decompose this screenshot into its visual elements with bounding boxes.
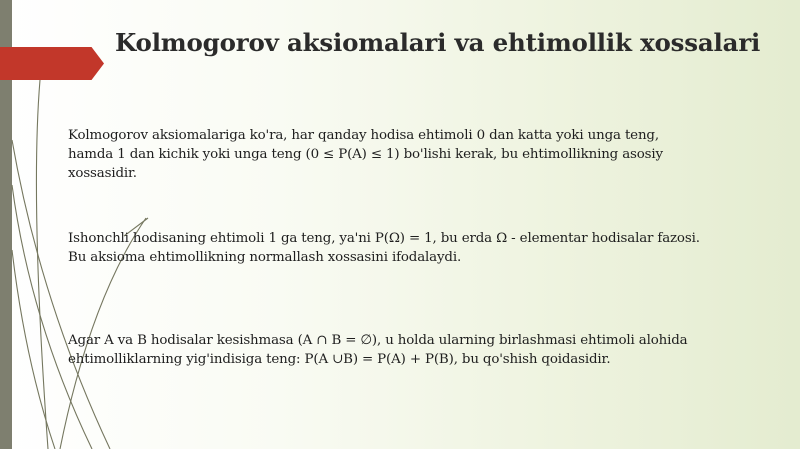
slide-title: Kolmogorov aksiomalari va ehtimollik xossalari [115,28,761,57]
paragraph-line: ehtimolliklarning yig'indisiga teng: P(A ∪B) = P(A) + P(B), bu qo'shish qoidasidir. [68,352,611,367]
paragraph-line: Ishonchli hodisaning ehtimoli 1 ga teng, ya'ni P(Ω) = 1, bu erda Ω - elementar hodisalar fazosi. [68,231,700,246]
paragraph-additivity-axiom [68,331,768,369]
paragraph-positivity-axiom [68,126,768,183]
paragraph-line: xossasidir. [68,166,137,181]
paragraph-line: Bu aksioma ehtimollikning normallash xossasini ifodalaydi. [68,250,462,265]
paragraph-normalization-axiom [68,229,768,267]
paragraph-line: Kolmogorov aksiomalariga ko'ra, har qanday hodisa ehtimoli 0 dan katta yoki unga teng, [68,128,659,143]
title-accent-arrow [0,47,104,80]
paragraph-line: hamda 1 dan kichik yoki unga teng (0 ≤ P(A) ≤ 1) bo'lishi kerak, bu ehtimollikning asosiy [68,147,663,162]
paragraph-line: Agar A va B hodisalar kesishmasa (A ∩ B = ∅), u holda ularning birlashmasi ehtimoli alohida [68,333,688,348]
